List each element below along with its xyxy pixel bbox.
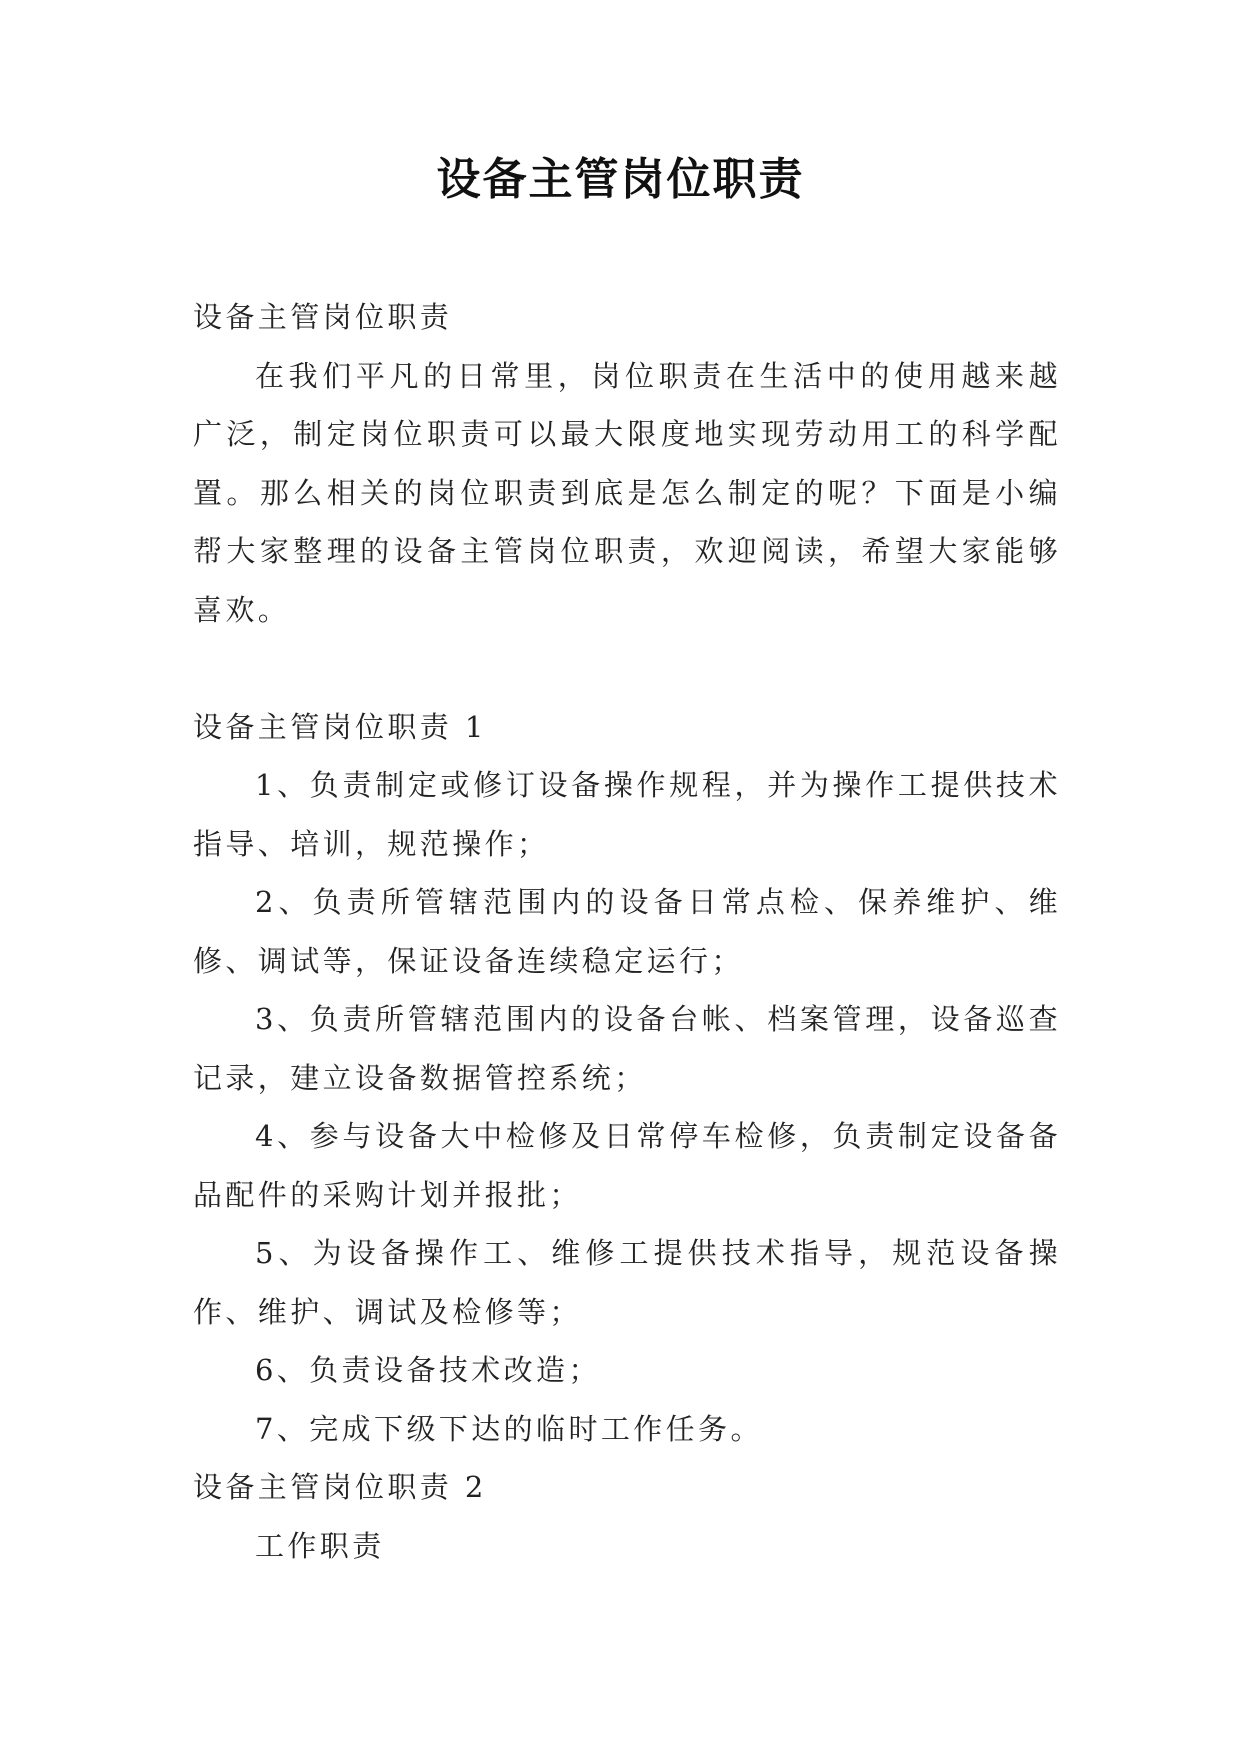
- list-item: 1、负责制定或修订设备操作规程，并为操作工提供技术指导、培训，规范操作；: [193, 768, 1061, 861]
- list-item: 3、负责所管辖范围内的设备台帐、档案管理，设备巡查记录，建立设备数据管控系统；: [193, 1002, 1061, 1095]
- list-item: 5、为设备操作工、维修工提供技术指导，规范设备操作、维护、调试及检修等；: [193, 1236, 1061, 1329]
- section-2-heading: 设备主管岗位职责 2: [193, 1470, 487, 1504]
- intro-paragraph: 在我们平凡的日常里，岗位职责在生活中的使用越来越广泛，制定岗位职责可以最大限度地实现劳动用工的科学配置。那么相关的岗位职责到底是怎么制定的呢？下面是小编帮大家整理的设备主管岗位职责，欢迎阅读，希望大家能够喜欢。: [193, 358, 1061, 627]
- section-2-subheading: 工作职责: [255, 1528, 385, 1563]
- document-body: [193, 288, 1061, 1575]
- list-item: 7、完成下级下达的临时工作任务。: [255, 1411, 763, 1446]
- section-1-heading: 设备主管岗位职责 1: [193, 709, 487, 744]
- subtitle: 设备主管岗位职责: [193, 300, 453, 334]
- paragraph-spacer: [193, 639, 1061, 698]
- page-title: 设备主管岗位职责: [436, 154, 805, 205]
- list-item: 2、负责所管辖范围内的设备日常点检、保养维护、维修、调试等，保证设备连续稳定运行；: [193, 885, 1061, 978]
- list-item: 4、参与设备大中检修及日常停车检修，负责制定设备备品配件的采购计划并报批；: [193, 1119, 1061, 1212]
- list-item: 6、负责设备技术改造；: [255, 1353, 601, 1387]
